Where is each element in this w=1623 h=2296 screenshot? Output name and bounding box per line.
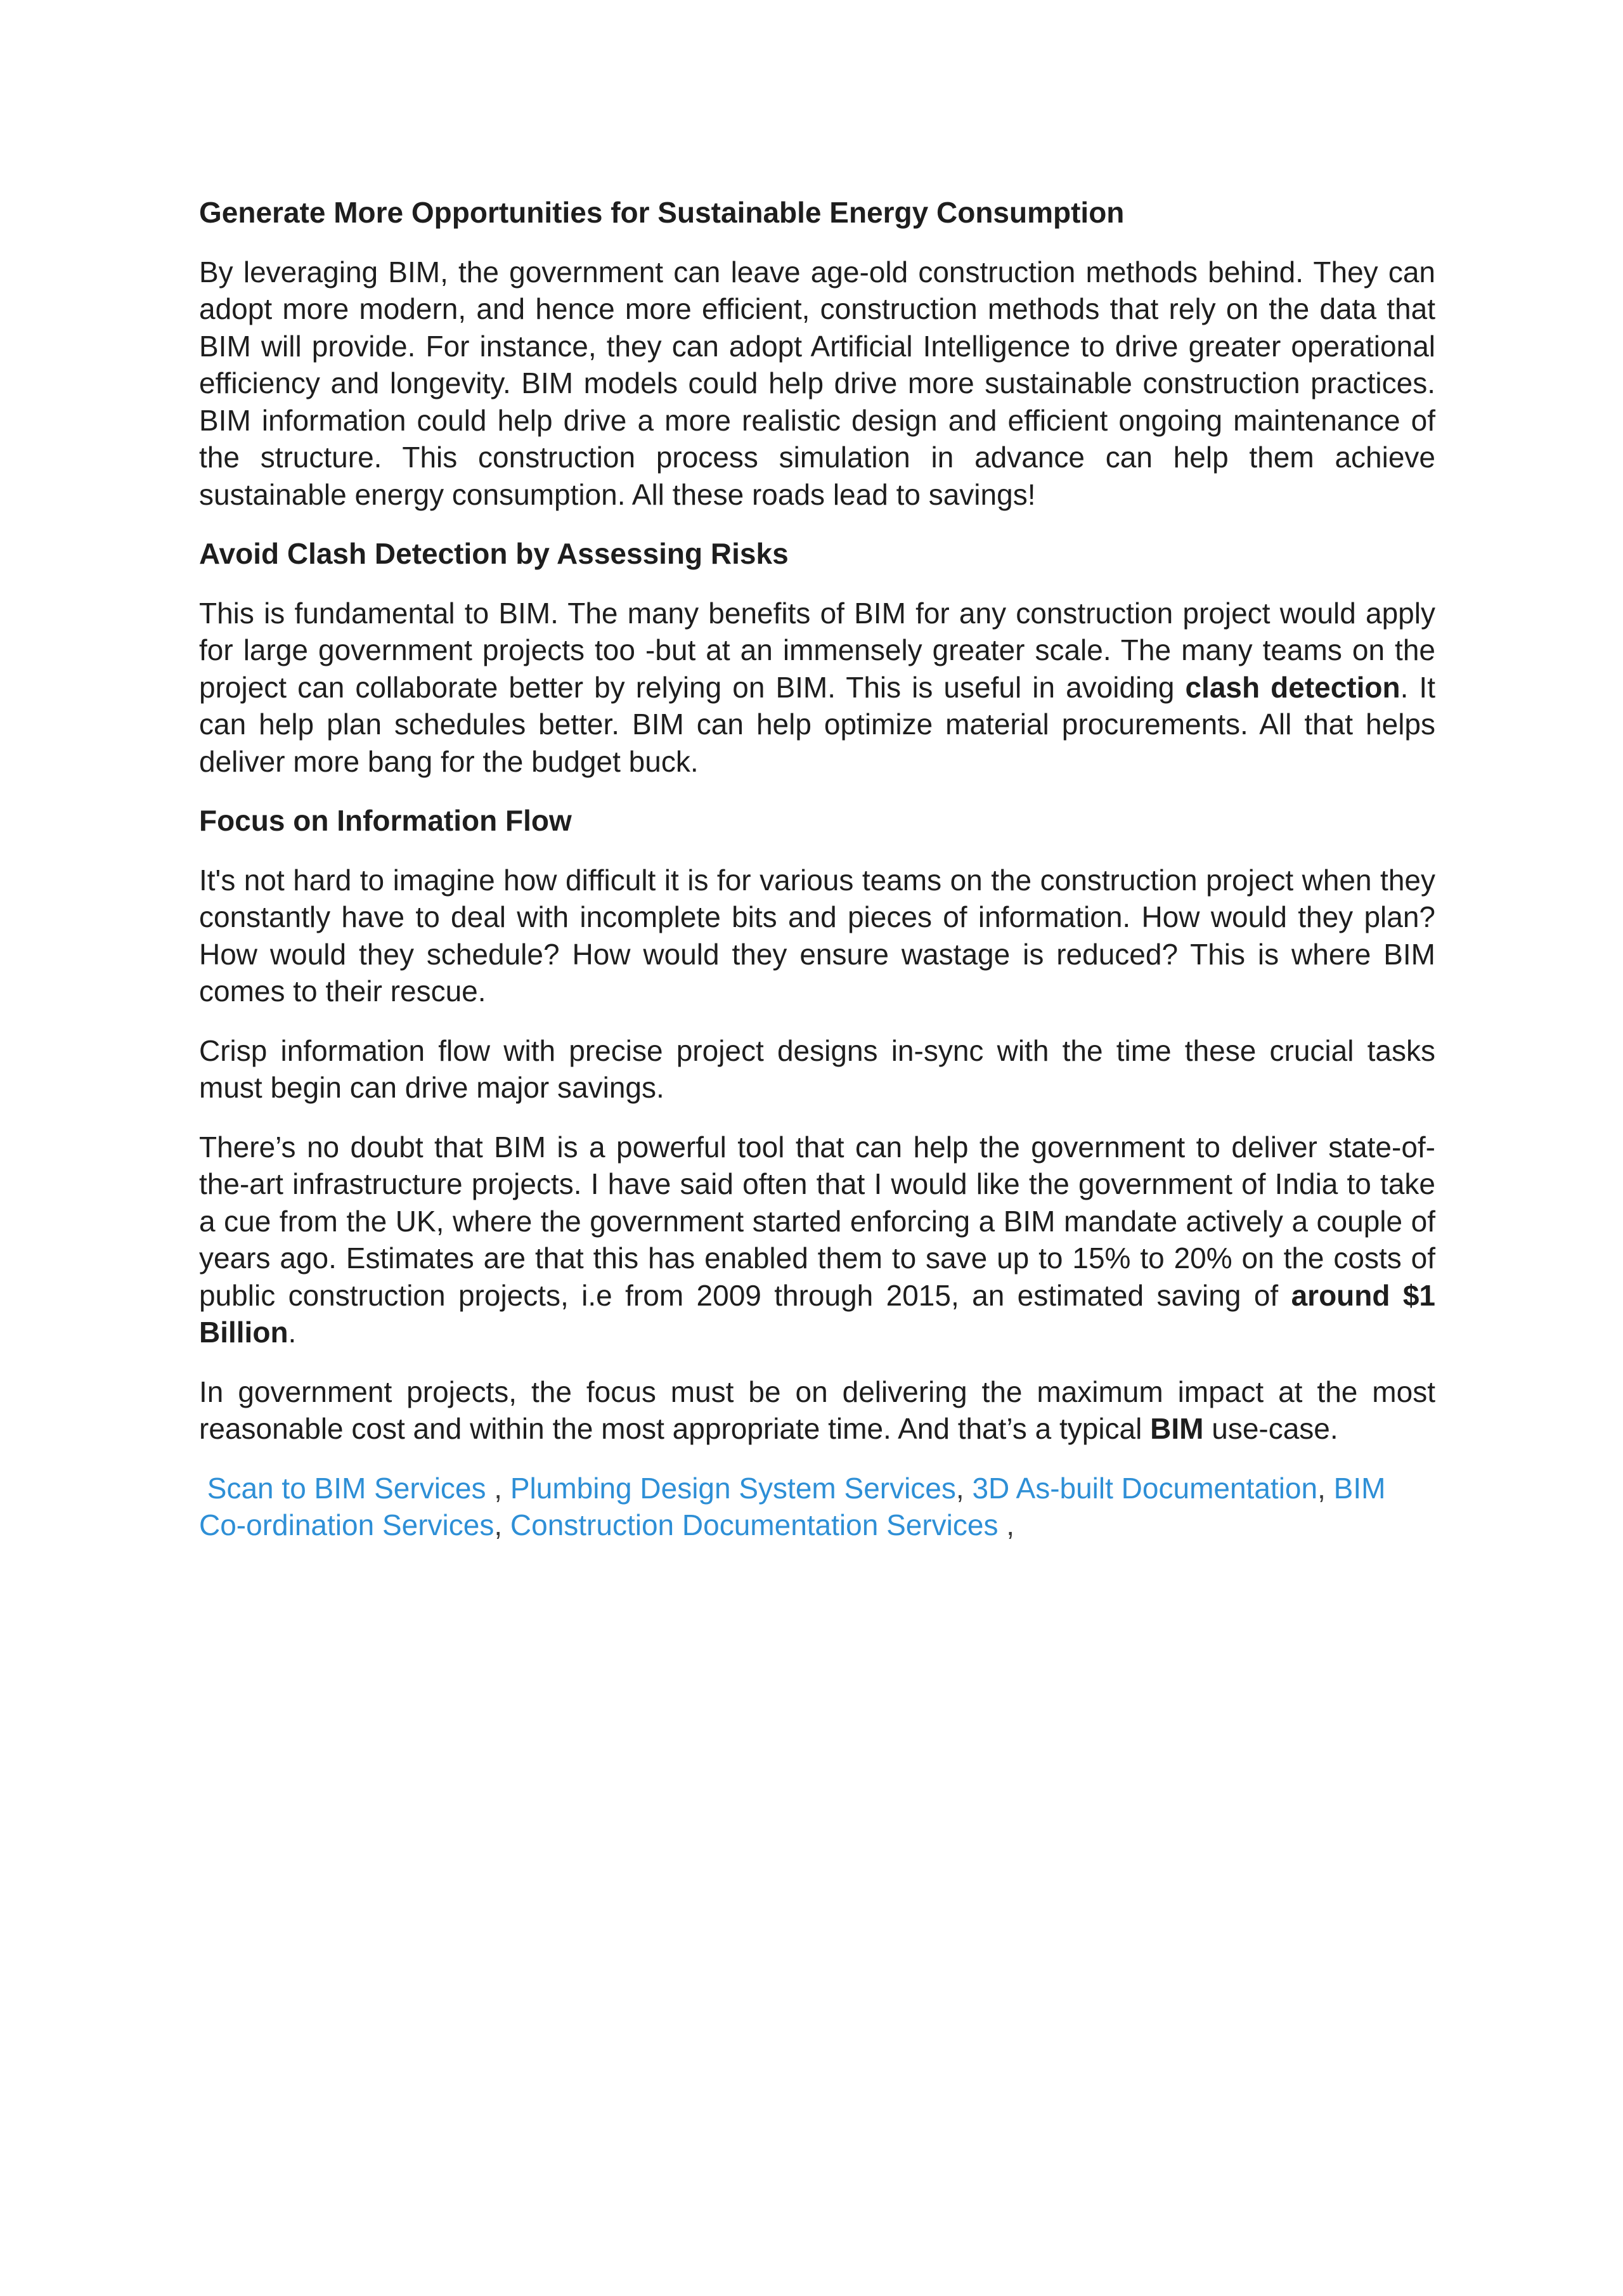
text-run: use-case. — [1203, 1412, 1338, 1445]
text-run: . — [288, 1316, 297, 1349]
link-separator: , — [998, 1508, 1015, 1541]
bold-text-savings: around $1 Billion — [199, 1278, 1436, 1349]
link-separator: , — [494, 1508, 510, 1541]
link-separator: , — [486, 1471, 510, 1505]
paragraph-information-flow-3 — [199, 1129, 1435, 1351]
section-heading-sustainable-energy: Generate More Opportunities for Sustainable Energy Consumption — [199, 196, 1125, 229]
section-heading-information-flow: Focus on Information Flow — [199, 804, 572, 837]
link-separator: , — [1317, 1471, 1334, 1505]
section-heading-clash-detection: Avoid Clash Detection by Assessing Risks — [199, 537, 789, 570]
paragraph-information-flow-2: Crisp information flow with precise project designs in-sync with the time these crucial tasks must begin can drive major savings. — [199, 1034, 1435, 1104]
text-run: There’s no doubt that BIM is a powerful tool that can help the government to deliver state-of-the-art infrastructure projects. I have said often that I would like the government of India to take a cue from the UK, where the government started enforcing a BIM mandate actively a couple of years ago. Estimates are that this has enabled them to save up to 15% to 20% on the costs of public construction projects, i.e from 2009 through 2015, an estimated saving of — [199, 1130, 1435, 1312]
text-run: In government projects, the focus must be on delivering the maximum impact at the most reasonable cost and within the most appropriate time. And that’s a typical — [199, 1375, 1435, 1445]
paragraph-information-flow-4 — [199, 1373, 1435, 1448]
link-bim-coordination[interactable]: BIM Co-ordination Services — [199, 1471, 1386, 1541]
paragraph-sustainable-energy: By leveraging BIM, the government can leave age-old construction methods behind. They can adopt more modern, and hence more efficient, construction methods that rely on the data that BIM will provide. For instance, they can adopt Artificial Intelligence to drive greater operational efficiency and longevity. BIM models could help drive more sustainable construction practices. BIM information could help drive a more realistic design and efficient ongoing maintenance of the structure. This construction process simulation in advance can help them achieve sustainable energy consumption. All these roads lead to savings! — [199, 255, 1435, 511]
paragraph-information-flow-1: It's not hard to imagine how difficult it is for various teams on the construction project when they constantly have to deal with incomplete bits and pieces of information. How would they plan? How would they schedule? How would they ensure wastage is reduced? This is where BIM comes to their rescue. — [199, 863, 1435, 1008]
link-separator: , — [955, 1471, 973, 1505]
link-3d-as-built[interactable]: 3D As-built Documentation — [972, 1471, 1318, 1505]
document-page — [199, 194, 1435, 1544]
link-plumbing-design[interactable]: Plumbing Design System Services — [510, 1471, 956, 1505]
link-scan-to-bim[interactable]: Scan to BIM Services — [207, 1471, 486, 1505]
service-links — [199, 1470, 1435, 1544]
text-run: . It can help plan schedules better. BIM can help optimize material procurements. All that helps deliver more bang for the budget buck. — [199, 670, 1435, 778]
bold-text-bim: BIM — [1150, 1412, 1204, 1445]
bold-text-clash-detection: clash detection — [1185, 670, 1400, 704]
paragraph-clash-detection — [199, 595, 1435, 781]
link-construction-documentation[interactable]: Construction Documentation Services — [510, 1508, 999, 1541]
text-run: This is fundamental to BIM. The many benefits of BIM for any construction project would apply for large government projects too -but at an immensely greater scale. The many teams on the project can collaborate better by relying on BIM. This is useful in avoiding — [199, 596, 1435, 704]
